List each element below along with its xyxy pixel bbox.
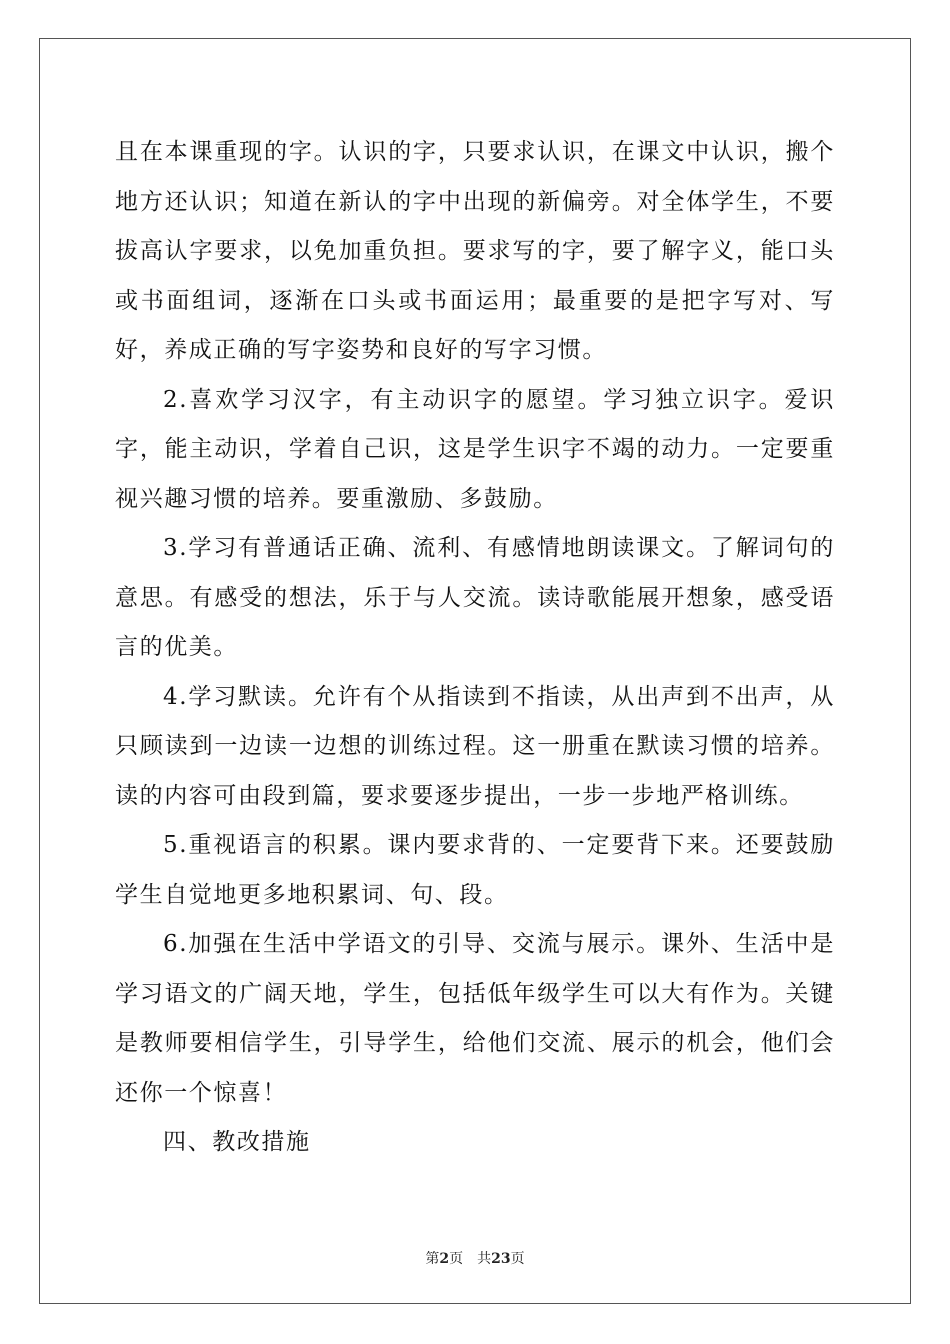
paragraph-3: 3.学习有普通话正确、流利、有感情地朗读课文。了解词句的意思。有感受的想法，乐于与人交流。读诗歌能展开想象，感受语言的优美。: [115, 535, 835, 660]
footer-total-prefix: 共: [477, 1251, 492, 1267]
page-footer: [0, 1248, 950, 1268]
footer-total-suffix: 页: [510, 1251, 525, 1267]
paragraph-4: 4.学习默读。允许有个从指读到不指读，从出声到不出声，从只顾读到一边读一边想的训练过程。这一册重在默读习惯的培养。读的内容可由段到篇，要求要逐步提出，一步一步地严格训练。: [115, 683, 835, 809]
footer-page-suffix: 页: [449, 1251, 464, 1267]
paragraph-1: 且在本课重现的字。认识的字，只要求认识，在课文中认识，搬个地方还认识；知道在新认的字中出现的新偏旁。对全体学生，不要拔高认字要求，以免加重负担。要求写的字，要了解字义，能口头或书面组词，逐渐在口头或书面运用；最重要的是把字写对、写好，养成正确的写字姿势和良好的写字习惯。: [115, 139, 835, 363]
paragraph-2: 2.喜欢学习汉字，有主动识字的愿望。学习独立识字。爱识字，能主动识，学着自己识，这是学生识字不竭的动力。一定要重视兴趣习惯的培养。要重激励、多鼓励。: [115, 386, 835, 512]
paragraph-5: 5.重视语言的积累。课内要求背的、一定要背下来。还要鼓励学生自觉地更多地积累词、句、段。: [115, 832, 835, 908]
footer-page-number: 2: [439, 1251, 450, 1267]
section-heading: 四、教改措施: [163, 1129, 311, 1155]
footer-page-prefix: 第: [425, 1251, 440, 1267]
document-body: [115, 128, 835, 1168]
paragraph-6: 6.加强在生活中学语文的引导、交流与展示。课外、生活中是学习语文的广阔天地，学生，包括低年级学生可以大有作为。关键是教师要相信学生，引导学生，给他们交流、展示的机会，他们会还你一个惊喜！: [115, 931, 835, 1106]
footer-total-pages: 23: [491, 1251, 511, 1267]
